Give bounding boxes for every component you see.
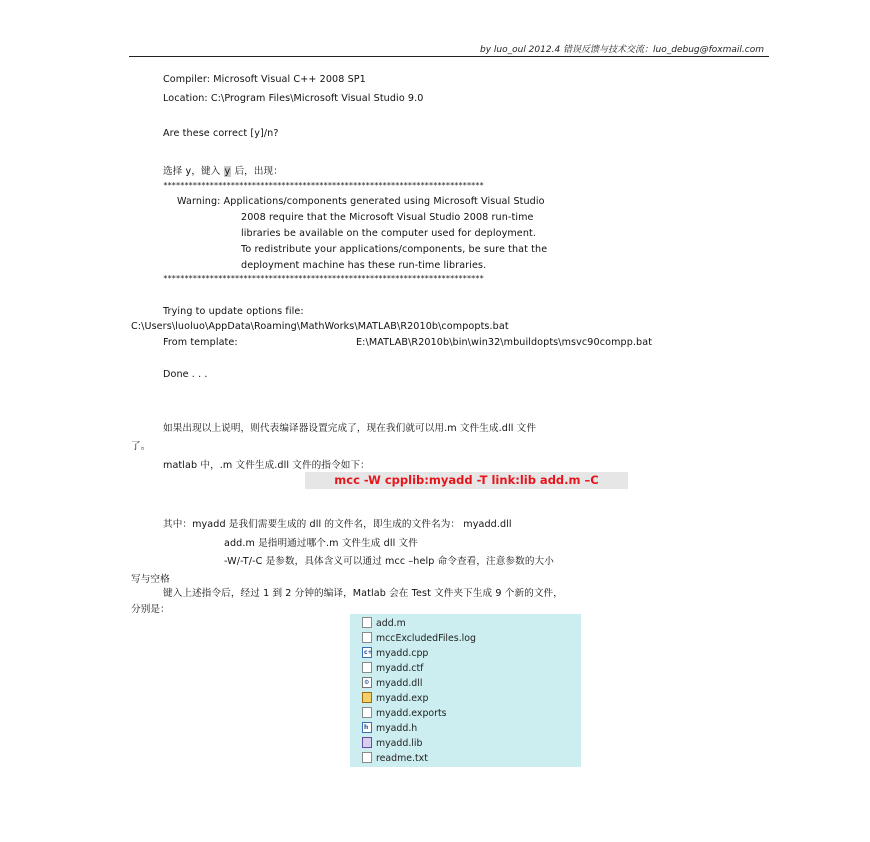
done-line: Done . . .: [163, 369, 208, 380]
step-key-highlight: y: [224, 166, 231, 177]
header-rule: [129, 56, 769, 57]
para3-line1: 键入上述指令后，经过 1 到 2 分钟的编译，Matlab 会在 Test 文件夹下生成 9 个新的文件，: [163, 588, 563, 599]
step-suffix: 后，出现：: [231, 166, 283, 177]
warning-line-1: Warning: Applications/components generated using Microsoft Visual Studio: [177, 196, 545, 207]
blank-file-icon: [362, 617, 372, 628]
step-prefix: 选择 y，键入: [163, 166, 224, 177]
file-name: myadd.ctf: [376, 663, 424, 674]
blank-file-icon: [362, 662, 372, 673]
file-item-readme-txt[interactable]: [362, 752, 428, 767]
explain-line-1: 其中：myadd 是我们需要生成的 dll 的文件名，即生成的文件名为： myadd.dll: [163, 519, 512, 530]
blank-file-icon: [362, 707, 372, 718]
file-name: myadd.lib: [376, 738, 423, 749]
file-name: myadd.cpp: [376, 648, 429, 659]
para1-line2: 了。: [131, 441, 151, 452]
trying-line: Trying to update options file:: [163, 306, 304, 317]
warning-line-3: libraries be available on the computer used for deployment.: [241, 228, 537, 239]
para3-line2: 分别是：: [131, 604, 170, 615]
file-item-mccexcludedfiles-log[interactable]: [362, 632, 476, 647]
question-line: Are these correct [y]/n?: [163, 128, 279, 139]
from-label: From template:: [163, 337, 238, 348]
warning-line-4: To redistribute your applications/components, be sure that the: [241, 244, 548, 255]
blank-file-icon: [362, 632, 372, 643]
compiler-line: Compiler: Microsoft Visual C++ 2008 SP1: [163, 74, 366, 85]
stars-top: ****************************************************************************: [163, 181, 484, 190]
explain-line-3-cont: 写与空格: [131, 574, 170, 585]
file-item-myadd-dll[interactable]: [362, 677, 422, 692]
options-path: C:\Users\luoluo\AppData\Roaming\MathWorks\MATLAB\R2010b\compopts.bat: [131, 321, 509, 332]
file-name: myadd.exp: [376, 693, 429, 704]
file-item-add-m[interactable]: [362, 617, 406, 632]
file-item-myadd-lib[interactable]: [362, 737, 422, 752]
page-header: by luo_oul 2012.4 错误反馈与技术交流：luo_debug@foxmail.com: [480, 45, 764, 55]
explain-line-3: -W/-T/-C 是参数，具体含义可以通过 mcc –help 命令查看，注意参数的大小: [224, 556, 554, 567]
para1-line1: 如果出现以上说明，则代表编译器设置完成了，现在我们就可以用.m 文件生成.dll 文件: [163, 423, 537, 434]
dll-file-icon: ⚙: [362, 677, 372, 688]
file-item-myadd-ctf[interactable]: [362, 662, 423, 677]
file-name: myadd.h: [376, 723, 418, 734]
step-line: [163, 163, 283, 177]
file-name: add.m: [376, 618, 406, 629]
file-item-myadd-exp[interactable]: [362, 692, 428, 707]
h-file-icon: h: [362, 722, 372, 733]
file-item-myadd-h[interactable]: [362, 722, 417, 737]
blank-file-icon: [362, 752, 372, 763]
command-highlight: mcc -W cpplib:myadd -T link:lib add.m –C: [305, 472, 628, 489]
file-name: readme.txt: [376, 753, 428, 764]
file-name: myadd.exports: [376, 708, 447, 719]
lib-file-icon: [362, 737, 372, 748]
warning-line-5: deployment machine has these run-time libraries.: [241, 260, 487, 271]
warning-line-2: 2008 require that the Microsoft Visual Studio 2008 run-time: [241, 212, 534, 223]
stars-bottom: ****************************************************************************: [163, 274, 484, 283]
cpp-file-icon: c+: [364, 649, 373, 656]
from-path: E:\MATLAB\R2010b\bin\win32\mbuildopts\msvc90compp.bat: [356, 337, 653, 348]
location-line: Location: C:\Program Files\Microsoft Visual Studio 9.0: [163, 93, 424, 104]
exp-file-icon: [362, 692, 372, 703]
file-list-panel: [350, 614, 581, 767]
explain-line-2: add.m 是指明通过哪个.m 文件生成 dll 文件: [224, 538, 418, 549]
file-name: myadd.dll: [376, 678, 423, 689]
file-item-myadd-exports[interactable]: [362, 707, 447, 722]
para2: matlab 中，.m 文件生成.dll 文件的指令如下：: [163, 460, 370, 471]
file-name: mccExcludedFiles.log: [376, 633, 476, 644]
file-item-myadd-cpp[interactable]: [362, 647, 428, 662]
